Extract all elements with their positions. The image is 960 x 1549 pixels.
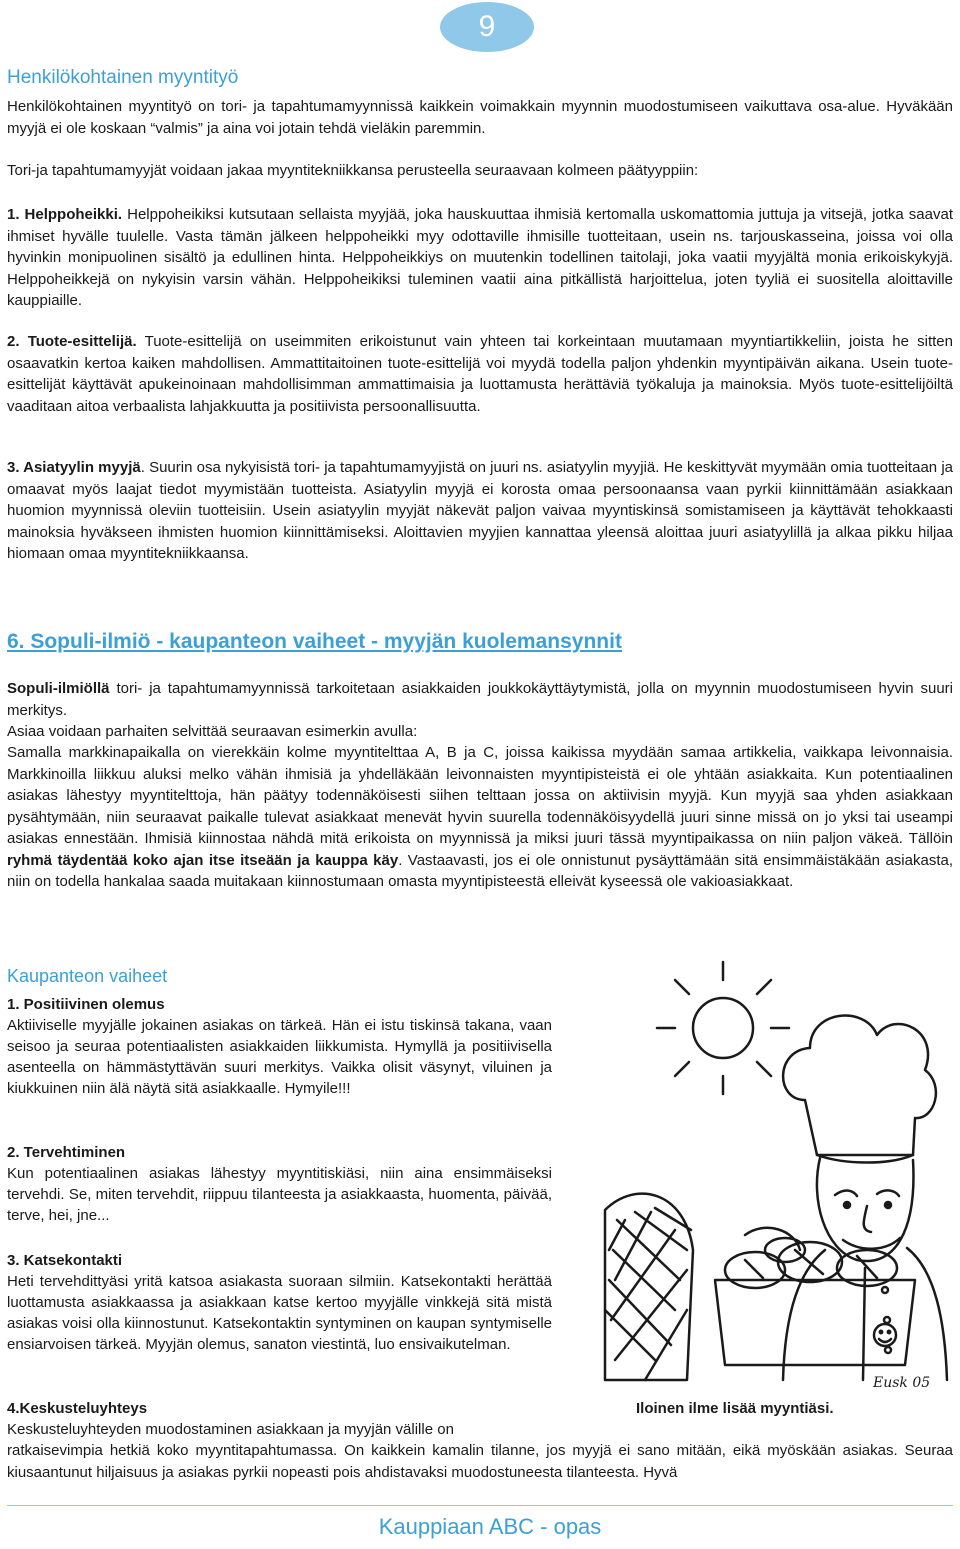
lead-term: Sopuli-ilmiöllä [7,680,110,697]
type-tuote-esittelija [7,331,953,417]
phase-2 [7,1142,552,1226]
phase-1 [7,994,552,1099]
example-emphasis: ryhmä täydentää koko ajan itse itseään ja kauppa käy [7,851,399,869]
page-number-badge: 9 [440,2,534,52]
example-text-end: . Vastaavasti, jos ei ole onnistunut pysäyttämään sitä ensimmäistäkään asiakasta, niin on todella hankalaa saada muitakaan kiinnostumaan omasta myyntipisteestä elleivät kyseessä ole vakioasiakkaat. [7,851,953,890]
illustration-caption: Iloinen ilme lisää myyntiäsi. [636,1400,834,1417]
footer-title: Kauppiaan ABC - opas [378,1514,602,1539]
type-helppoheikki [7,204,953,312]
type-title: 1. Helppoheikki. [7,206,123,223]
phase-title: 1. Positiivinen olemus [7,996,165,1013]
phase-text: Aktiiviselle myyjälle jokainen asiakas on tärkeä. Hän ei istu tiskinsä takana, vaan seisoo ja seuraa potentiaalisten asiakkaiden liikkumista. Hymyllä ja positiivisella asenteella on hämmästyttävän suuri merkitys. Vaikka olisit väsynyt, viluinen ja kiukkuinen niin älä näytä sitä asiakkaalle. Hymyile!!! [7,1017,552,1097]
phase-title: 2. Tervehtiminen [7,1144,126,1161]
sun-icon [657,962,789,1094]
phase-4 [7,1398,552,1440]
artist-signature: Eusk 05 [873,1375,931,1390]
footer-rule [7,1505,953,1506]
example-text: Samalla markkinapaikalla on vierekkäin kolme myyntitelttaa A, B ja C, joissa kaikissa myydään samaa artikkelia, vaikkapa leivonnaisia. Markkinoilla liikkuu aluksi melko vähän ihmisiä ja yhdelläkään leivonnaisten myyntipisteistä ei ole yhtään asiakkaita. Kun potentiaalinen asiakas lähestyy myyntitelttoja, hän päätyy todennäköisesti siihen telttaan jossa on aktiivisin myyjä. Kun myyjä saa yhden asiakkaan pysähtymään, niin seuraavat paikalle tulevat asiakkaat menevät hyvin suurella todennäköisyydellä juuri sinne missä on jo yksi tai useampi asiakas ennestään. Ihmisiä kiinnostaa nähdä mitä erikoista on myynnissä ja miksi juuri tässä myyntipaikassa on niin paljon väkeä. Tällöin [7,744,953,847]
type-text: . Suurin osa nykyisistä tori- ja tapahtumamyyjistä on juuri ns. asiatyylin myyjiä. He keskittyvät myymään omia tuotteitaan ja omaavat myös laajat tiedot myymistään tuotteista. Asiatyylin myyjä ei korosta omaa persoonaansa vaan pyrkii kiinnittämään asiakkaan huomion myynnissä oleviin tuotteisiin. Usein asiatyylin myyjät näkevät paljon vaivaa myyntiskinsä somistamiseen ja käyttävät tehokkaasti mainoksia hyväkseen ihmisten huomion kiinnittämiseksi. Aloittavien myyjien kannattaa yleensä aloittaa juuri asiatyylillä ja alkaa pikku hiljaa hiomaan omaa myyntitekniikkaansa. [7,459,953,562]
section-heading: Henkilökohtainen myyntityö [7,67,239,88]
example-intro: Asiaa voidaan parhaiten selvittää seuraavan esimerkin avulla: [7,723,418,740]
phase-3 [7,1250,552,1355]
phase-4-continued: ratkaisevimpia hetkiä koko myyntitapahtumassa. On kaikkein kamalin tilanne, jos myyjä ei sano mitään, eikä myöskään asiakas. Seuraa kiusaantunut hiljaisuus ja asiakas pyrkii nopeasti pois ahdistavaksi muodostuneesta tilanteesta. Hyvä [7,1442,953,1481]
sopuli-paragraph [7,678,953,721]
lead-text: tori- ja tapahtumamyynnissä tarkoitetaan asiakkaiden joukkokäyttäytymistä, jolla on myynnin muodostumiseen hyvin suuri merkitys. [7,680,953,719]
type-title: 2. Tuote-esittelijä. [7,333,137,350]
type-title: 3. Asiatyylin myyjä [7,459,141,476]
type-text: Tuote-esittelijä on useimmiten erikoistunut vain yhteen tai korkeintaan muutamaan myyntiartikkeliin, joista he sitten osaavatkin kertoa kaiken mahdollisen. Ammattitaitoinen tuote-esittelijä voi myydä todella paljon yhdenkin myyntipäivän aikana. Usein tuote-esittelijät käyttävät apukeinoinaan mahdollisimman ammattimaisia ja luottamusta herättäviä työkaluja ja mainoksia. Myös tuote-esittelijöiltä vaaditaan aitoa verbaalista lahjakkuutta ja positiivista persoonallisuutta. [7,333,953,415]
example-paragraph [7,742,953,893]
phase-text: Heti tervehdittyäsi yritä katsoa asiakasta suoraan silmiin. Katsekontakti herättää luottamusta asiakkaassa ja asiakkaan katse kertoo myyjälle vinkkejä sitä mistä asiakas voisi olla kiinnostunut. Katsekontaktin syntyminen on kaupan syntymiselle ensiarvoisen tärkeä. Myyjän olemus, sanaton viestintä, luo ensivaikutelman. [7,1273,552,1353]
chapter-heading: 6. Sopuli-ilmiö - kaupanteon vaiheet - myyjän kuolemansynnit [7,630,622,653]
intro-paragraph-2: Tori-ja tapahtumamyyjät voidaan jakaa myyntitekniikkansa perusteella seuraavaan kolmeen päätyyppiin: [7,162,699,179]
intro-paragraph: Henkilökohtainen myyntityö on tori- ja tapahtumamyynnissä kaikkein voimakkain myynnin muodostumiseen vaikuttava osa-alue. Hyväkään myyjä ei ole koskaan “valmis” ja aina voi jotain tehdä vieläkin paremmin. [7,98,953,137]
phase-text: Kun potentiaalinen asiakas lähestyy myyntitiskiäsi, niin aina ensimmäiseksi tervehdi. Se, miten tervehdit, riippuu tilanteesta ja asiakkaasta, huomenta, päivää, terve, hei, jne... [7,1165,552,1224]
type-text: Helppoheikiksi kutsutaan sellaista myyjää, joka hauskuuttaa ihmisiä kertomalla uskomattomia juttuja ja vitsejä, jotka saavat ihmiset hyvälle tuulelle. Vasta tämän jälkeen helppoheikki myy odottaville ihmisille tuotteitaan, usein ns. tarjouskasseina, joissa voi olla hyvinkin monipuolinen sisältö ja edullinen hinta. Helppoheikkiys on muutenkin todellinen taitolaji, joka vaatii myyjältä monia erikoiskykyjä. Helppoheikkejä on nykyisin varsin vähän. Helppoheikiksi tuleminen vaatii aina pitkällistä harjoittelua, joten tyyliä ei suositella aloittaville kauppiaille. [7,206,953,309]
baker-cartoon [595,950,950,1390]
phase-title: 4.Keskusteluyhteys [7,1400,148,1417]
phases-heading: Kaupanteon vaiheet [7,966,168,986]
phase-text: Keskusteluyhteyden muodostaminen asiakkaan ja myyjän välille on [7,1421,454,1438]
type-asiatyylin-myyja [7,457,953,565]
phase-title: 3. Katsekontakti [7,1252,123,1269]
